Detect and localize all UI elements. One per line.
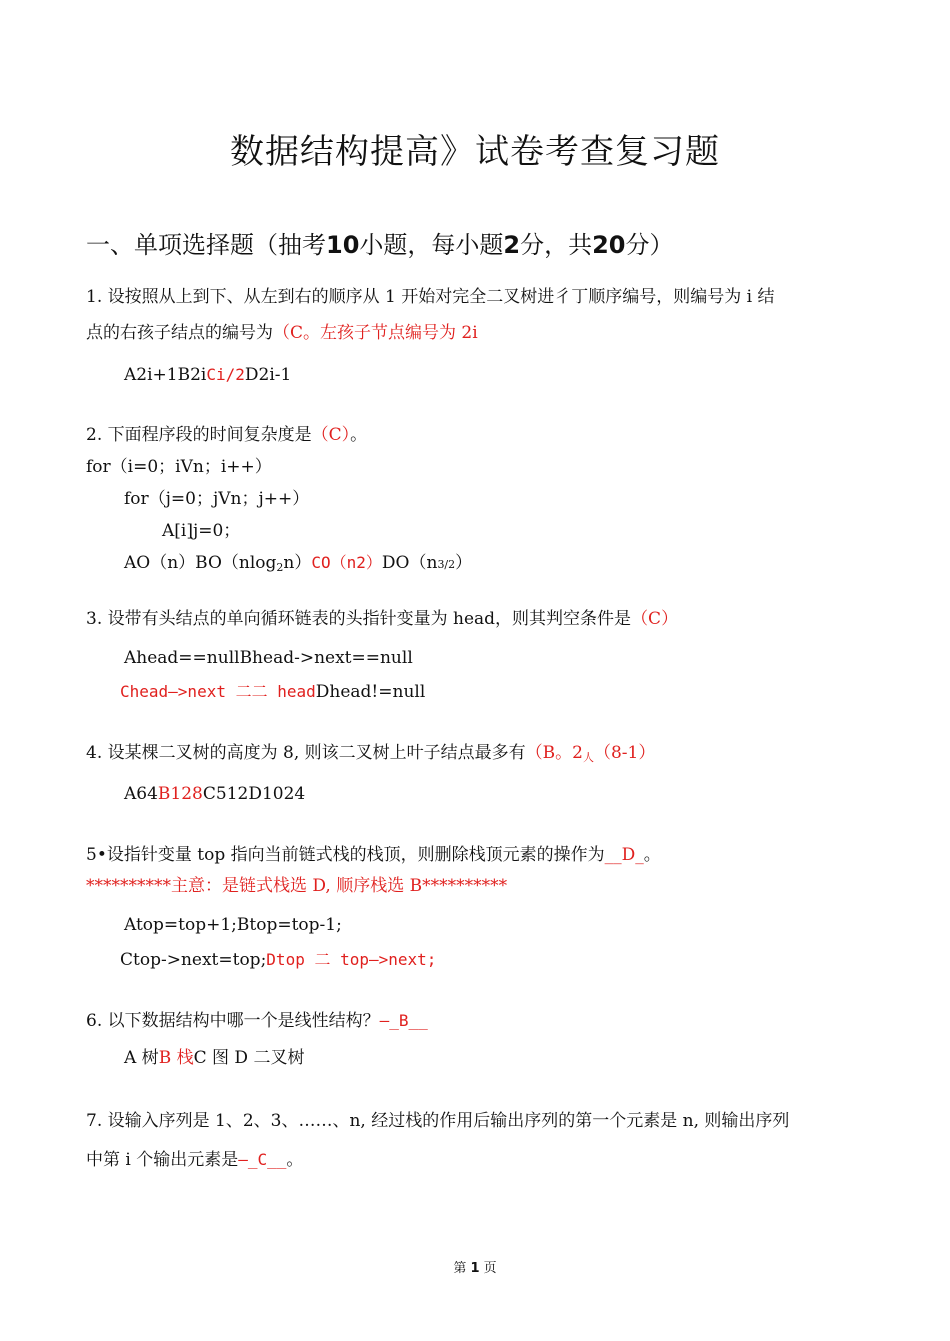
q3-stem: 3. 设带有头结点的单向循环链表的头指针变量为 head，则其判空条件是（C）	[86, 609, 679, 629]
q3-options-ab: Ahead==nullBhead->next==null	[124, 648, 413, 668]
q5-options-cd: Ctop->next=top;Dtop 二 top—>next;	[120, 950, 437, 970]
q5-option-d: Dtop 二 top—>next;	[266, 950, 437, 969]
q3-option-c: Chead—>next 二二 head	[120, 682, 316, 701]
q4-stem: 4. 设某棵二叉树的高度为 8, 则该二叉树上叶子结点最多有（B。$2_人(8-1)$	[86, 743, 656, 764]
q2-options: AO（n）BO（nlog$_2$n）CO（n2）DO（n3/2）	[124, 553, 473, 574]
q3-answer: （C）	[631, 609, 679, 629]
q2-code-line1: for（i=0；iVn；i++）	[86, 457, 272, 477]
q6-options: A 树B 栈C 图 D 二叉树	[124, 1048, 305, 1068]
q2-stem: 2. 下面程序段的时间复杂度是（C）。	[86, 425, 368, 445]
q4-options: A64B128C512D1024	[124, 784, 306, 804]
q1-answer: （C。左孩子节点编号为 2i	[273, 323, 478, 343]
q7-answer: —_C__	[238, 1150, 287, 1169]
q6-option-b: B 栈	[158, 1048, 194, 1068]
q4-answer: （B。$2_人(8-1)$	[525, 743, 656, 764]
q6-answer: —_B__	[379, 1011, 428, 1030]
q5-stem: 5•设指针变量 top 指向当前链式栈的栈顶，则删除栈顶元素的操作为__D_。	[86, 845, 661, 865]
q7-stem-line2: 中第 i 个输出元素是—_C__。	[86, 1150, 304, 1170]
q1-options: A2i+1B2iCi/2D2i-1	[124, 365, 292, 385]
q2-code-line2: for（j=0；jVn；j++）	[124, 489, 310, 509]
page-number: 第 1 页	[453, 1261, 497, 1276]
section-heading: 一、单项选择题（抽考10小题，每小题2分，共20分）	[86, 231, 674, 259]
q2-code-line3: A[i]j=0；	[162, 521, 241, 541]
q1-option-c: Ci/2	[206, 365, 245, 384]
q5-options-ab: Atop=top+1;Btop=top-1;	[124, 915, 342, 935]
q1-stem-line1: 1. 设按照从上到下、从左到右的顺序从 1 开始对完全二叉树进彳丁顺序编号，则编号为 i 结	[86, 287, 775, 307]
q1-stem-line2: 点的右孩子结点的编号为（C。左孩子节点编号为 2i	[86, 323, 478, 343]
q3-options-cd: Chead—>next 二二 headDhead!=null	[120, 682, 426, 702]
q5-answer: __D_	[604, 845, 644, 865]
q5-note: **********主意：是链式栈选 D, 顺序栈选 B**********	[86, 876, 508, 896]
document-title: 数据结构提高》试卷考查复习题	[230, 132, 720, 172]
q2-answer: （C）	[311, 425, 351, 445]
q7-stem-line1: 7. 设输入序列是 1、2、3、……、n, 经过栈的作用后输出序列的第一个元素是 n, 则输出序列	[86, 1111, 790, 1131]
q4-option-b: B128	[157, 784, 203, 804]
q6-stem: 6. 以下数据结构中哪一个是线性结构？—_B__	[86, 1011, 428, 1031]
q2-option-c: CO（n2）	[311, 553, 382, 572]
